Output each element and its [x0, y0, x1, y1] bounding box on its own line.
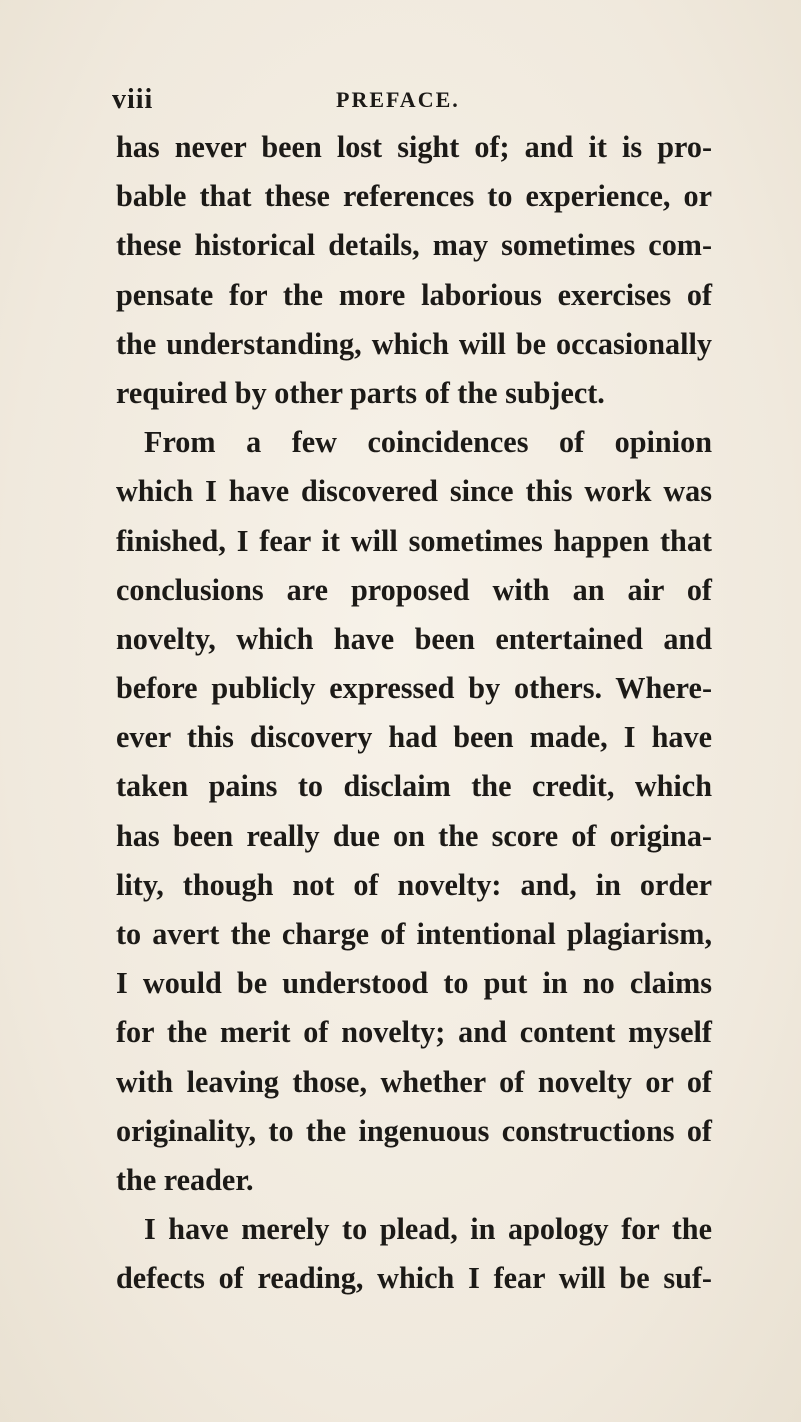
- text-line: required by other parts of the subject.: [116, 375, 605, 410]
- text-line: pensate for the more laborious exercises of: [116, 277, 712, 312]
- text-line: conclusions are proposed with an air of: [116, 572, 712, 607]
- body-text: [116, 123, 712, 1304]
- text-line: From a few coincidences of opinion: [144, 425, 712, 460]
- text-line: I have merely to plead, in apology for the: [144, 1212, 712, 1247]
- running-head: PREFACE.: [336, 87, 460, 112]
- page-header: [98, 72, 698, 115]
- text-line: which I have discovered since this work was: [116, 474, 712, 509]
- text-line: for the merit of novelty; and content myself: [116, 1015, 712, 1050]
- text-line: has been really due on the score of origina-: [116, 818, 712, 853]
- text-line: novelty, which have been entertained and: [116, 621, 712, 656]
- text-line: originality, to the ingenuous constructions of: [116, 1113, 712, 1148]
- text-line: the understanding, which will be occasionally: [116, 326, 712, 361]
- text-line: lity, though not of novelty: and, in order: [116, 867, 712, 902]
- text-line: with leaving those, whether of novelty or of: [116, 1064, 712, 1099]
- text-line: ever this discovery had been made, I have: [116, 720, 712, 755]
- page-number: viii: [112, 84, 154, 115]
- text-line: before publicly expressed by others. Where-: [116, 671, 712, 706]
- text-line: bable that these references to experience, or: [116, 179, 712, 214]
- text-line: taken pains to disclaim the credit, which: [116, 769, 712, 804]
- text-line: the reader.: [116, 1162, 254, 1197]
- text-line: these historical details, may sometimes com-: [116, 228, 712, 263]
- text-line: to avert the charge of intentional plagiarism,: [116, 917, 712, 951]
- text-line: I would be understood to put in no claims: [116, 966, 712, 1001]
- text-line: has never been lost sight of; and it is pro-: [116, 130, 712, 164]
- text-line: defects of reading, which I fear will be suf-: [116, 1261, 712, 1296]
- text-line: finished, I fear it will sometimes happen that: [116, 523, 712, 558]
